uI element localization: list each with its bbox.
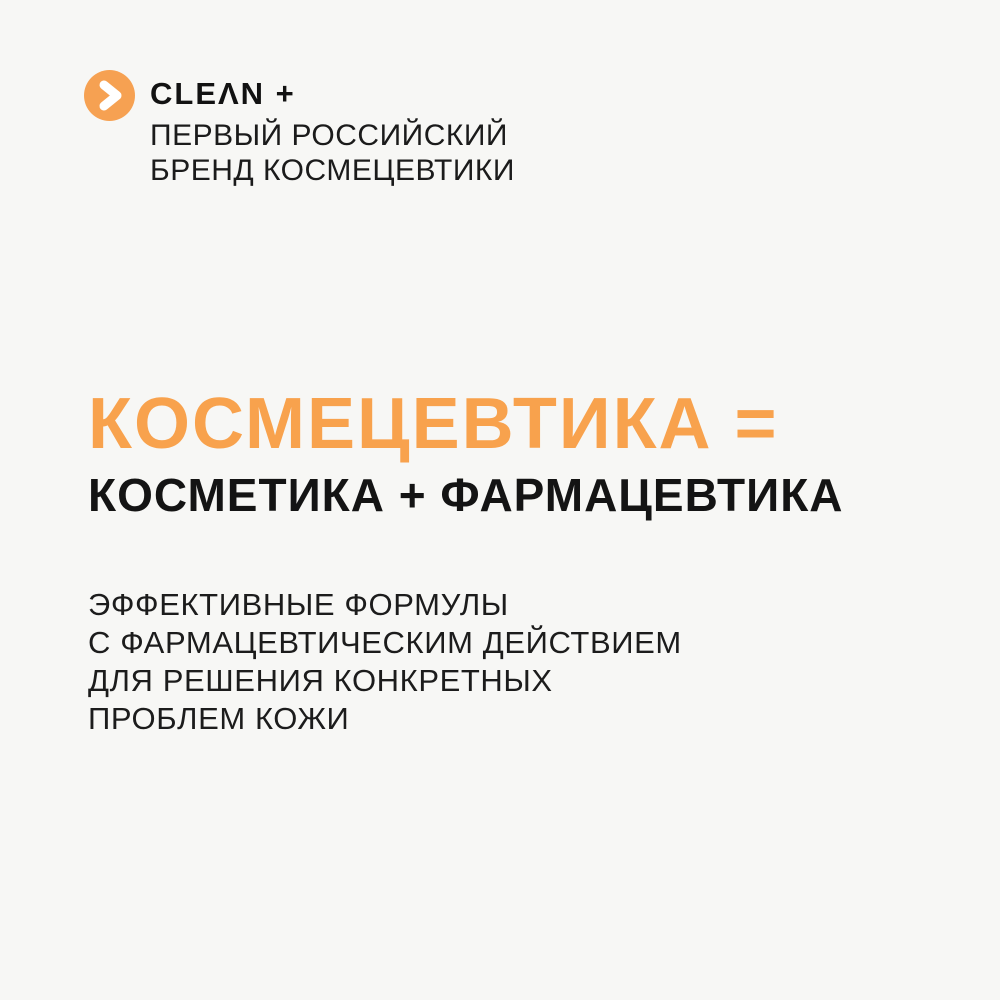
brand-logo-mark: [84, 70, 135, 121]
body-copy-line2: С ФАРМАЦЕВТИЧЕСКИМ ДЕЙСТВИЕМ: [88, 625, 682, 660]
brand-tagline-line1: ПЕРВЫЙ РОССИЙСКИЙ: [150, 119, 508, 152]
body-copy-line3: ДЛЯ РЕШЕНИЯ КОНКРЕТНЫХ: [88, 663, 553, 698]
body-copy: [88, 586, 682, 738]
chevron-right-icon: [84, 70, 135, 121]
headline-accent: КОСМЕЦЕВТИКА =: [88, 384, 779, 464]
body-copy-line4: ПРОБЛЕМ КОЖИ: [88, 701, 350, 736]
brand-tagline-line2: БРЕНД КОСМЕЦЕВТИКИ: [150, 154, 515, 187]
headline-dark: КОСМЕТИКА + ФАРМАЦЕВТИКА: [88, 469, 844, 521]
brand-tagline: [150, 118, 515, 188]
brand-name: CLEΛN +: [150, 76, 296, 111]
body-copy-line1: ЭФФЕКТИВНЫЕ ФОРМУЛЫ: [88, 587, 509, 622]
